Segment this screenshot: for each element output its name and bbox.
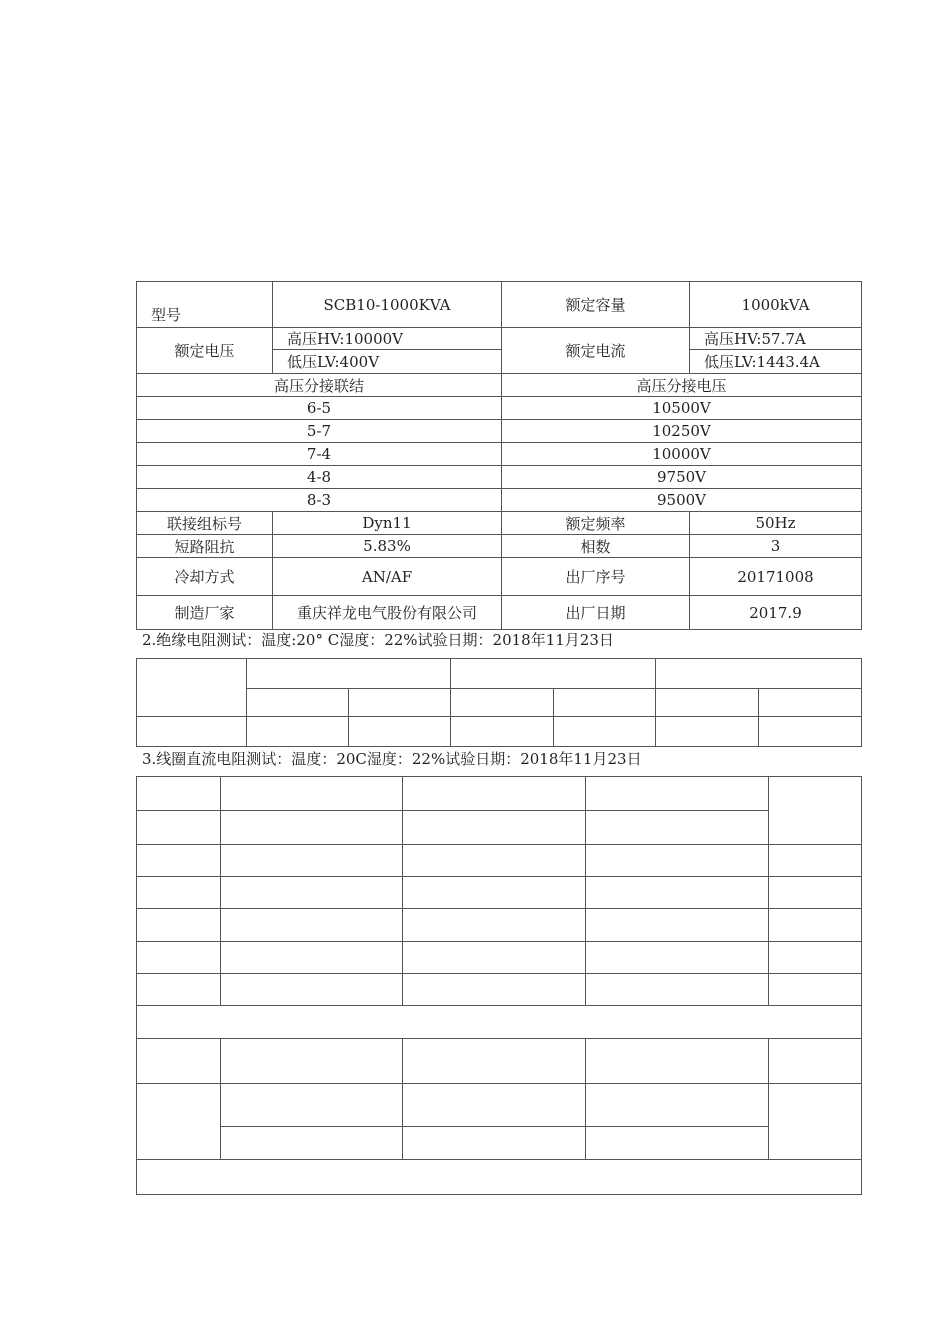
wind-cell	[769, 942, 862, 974]
wind-cell	[403, 877, 586, 909]
wind-cell	[586, 811, 769, 845]
wind-cell	[403, 942, 586, 974]
wind-cell	[137, 974, 221, 1006]
wind-cell	[403, 1127, 586, 1160]
wind-cell	[403, 811, 586, 845]
ins-cell	[656, 717, 759, 747]
wind-cell	[221, 1127, 403, 1160]
wind-full-row	[137, 1006, 862, 1039]
cooling-value: AN/AF	[273, 558, 502, 596]
wind-cell	[586, 877, 769, 909]
insulation-test-caption: 2.绝缘电阻测试：温度:20° C湿度：22%试验日期：2018年11月23日	[142, 631, 614, 649]
ins-cell	[656, 659, 862, 689]
tap-voltage: 9500V	[502, 489, 862, 512]
serial-value: 20171008	[690, 558, 862, 596]
wind-cell	[221, 1084, 403, 1127]
tap-connection: 8-3	[137, 489, 502, 512]
wind-cell	[221, 909, 403, 942]
rated-current-lv: 低压LV:1443.4A	[704, 353, 820, 371]
wind-cell	[403, 909, 586, 942]
wind-cell	[137, 942, 221, 974]
rated-voltage-lv: 低压LV:400V	[287, 353, 380, 371]
wind-cell	[221, 942, 403, 974]
wind-cell	[586, 845, 769, 877]
ins-cell	[554, 689, 656, 717]
rated-voltage-label: 额定电压	[137, 328, 273, 374]
capacity-value: 1000kVA	[690, 282, 862, 328]
wind-full-row	[137, 1160, 862, 1195]
wind-cell	[137, 811, 221, 845]
wind-cell	[221, 845, 403, 877]
ins-cell	[759, 717, 862, 747]
winding-test-caption: 3.线圈直流电阻测试：温度：20C湿度：22%试验日期：2018年11月23日	[142, 750, 642, 768]
wind-cell	[137, 845, 221, 877]
wind-cell	[586, 1039, 769, 1084]
tap-voltage: 10500V	[502, 397, 862, 420]
rated-current-label: 额定电流	[502, 328, 690, 374]
wind-cell	[769, 777, 862, 845]
wind-cell	[586, 1084, 769, 1127]
winding-resistance-table	[136, 776, 862, 1195]
impedance-value: 5.83%	[273, 535, 502, 558]
manufacture-date-value: 2017.9	[690, 596, 862, 630]
wind-cell	[221, 777, 403, 811]
tap-connection-header: 高压分接联结	[137, 374, 502, 397]
wind-cell	[769, 1084, 862, 1160]
wind-cell	[586, 909, 769, 942]
rated-current-hv: 高压HV:57.7A	[690, 328, 861, 350]
wind-cell	[769, 877, 862, 909]
vector-group-value: Dyn11	[273, 512, 502, 535]
wind-cell	[769, 974, 862, 1006]
ins-cell	[451, 717, 554, 747]
ins-cell	[247, 689, 349, 717]
tap-connection: 4-8	[137, 466, 502, 489]
wind-cell	[586, 777, 769, 811]
tap-connection: 5-7	[137, 420, 502, 443]
tap-voltage-header: 高压分接电压	[502, 374, 862, 397]
manufacturer-value: 重庆祥龙电气股份有限公司	[273, 596, 502, 630]
cooling-label: 冷却方式	[137, 558, 273, 596]
wind-cell	[137, 909, 221, 942]
ins-cell	[247, 659, 451, 689]
rated-voltage-cell	[273, 328, 502, 374]
manufacturer-label: 制造厂家	[137, 596, 273, 630]
wind-cell	[221, 974, 403, 1006]
wind-cell	[403, 974, 586, 1006]
frequency-label: 额定频率	[502, 512, 690, 535]
tap-voltage: 10000V	[502, 443, 862, 466]
insulation-resistance-table	[136, 658, 862, 747]
ins-cell	[554, 717, 656, 747]
ins-cell	[759, 689, 862, 717]
wind-cell	[403, 1084, 586, 1127]
wind-cell	[137, 777, 221, 811]
wind-cell	[586, 1127, 769, 1160]
tap-voltage: 9750V	[502, 466, 862, 489]
model-value: SCB10-1000KVA	[273, 282, 502, 328]
transformer-spec-table	[136, 281, 862, 630]
wind-cell	[769, 909, 862, 942]
wind-cell	[137, 1039, 221, 1084]
tap-connection: 7-4	[137, 443, 502, 466]
wind-cell	[221, 1039, 403, 1084]
wind-cell	[403, 1039, 586, 1084]
wind-cell	[137, 1084, 221, 1160]
ins-cell	[349, 717, 451, 747]
rated-voltage-hv: 高压HV:10000V	[273, 328, 501, 350]
rated-current-cell	[690, 328, 862, 374]
model-label: 型号	[137, 282, 273, 328]
wind-cell	[403, 845, 586, 877]
serial-label: 出厂序号	[502, 558, 690, 596]
ins-cell	[451, 689, 554, 717]
ins-cell	[137, 659, 247, 717]
manufacture-date-label: 出厂日期	[502, 596, 690, 630]
wind-cell	[586, 942, 769, 974]
phases-value: 3	[690, 535, 862, 558]
ins-cell	[247, 717, 349, 747]
wind-cell	[137, 877, 221, 909]
tap-connection: 6-5	[137, 397, 502, 420]
tap-voltage: 10250V	[502, 420, 862, 443]
ins-cell	[451, 659, 656, 689]
wind-cell	[221, 811, 403, 845]
impedance-label: 短路阻抗	[137, 535, 273, 558]
frequency-value: 50Hz	[690, 512, 862, 535]
phases-label: 相数	[502, 535, 690, 558]
wind-cell	[769, 1039, 862, 1084]
wind-cell	[221, 877, 403, 909]
capacity-label: 额定容量	[502, 282, 690, 328]
ins-cell	[656, 689, 759, 717]
vector-group-label: 联接组标号	[137, 512, 273, 535]
wind-cell	[403, 777, 586, 811]
ins-cell	[349, 689, 451, 717]
wind-cell	[586, 974, 769, 1006]
wind-cell	[769, 845, 862, 877]
ins-cell	[137, 717, 247, 747]
